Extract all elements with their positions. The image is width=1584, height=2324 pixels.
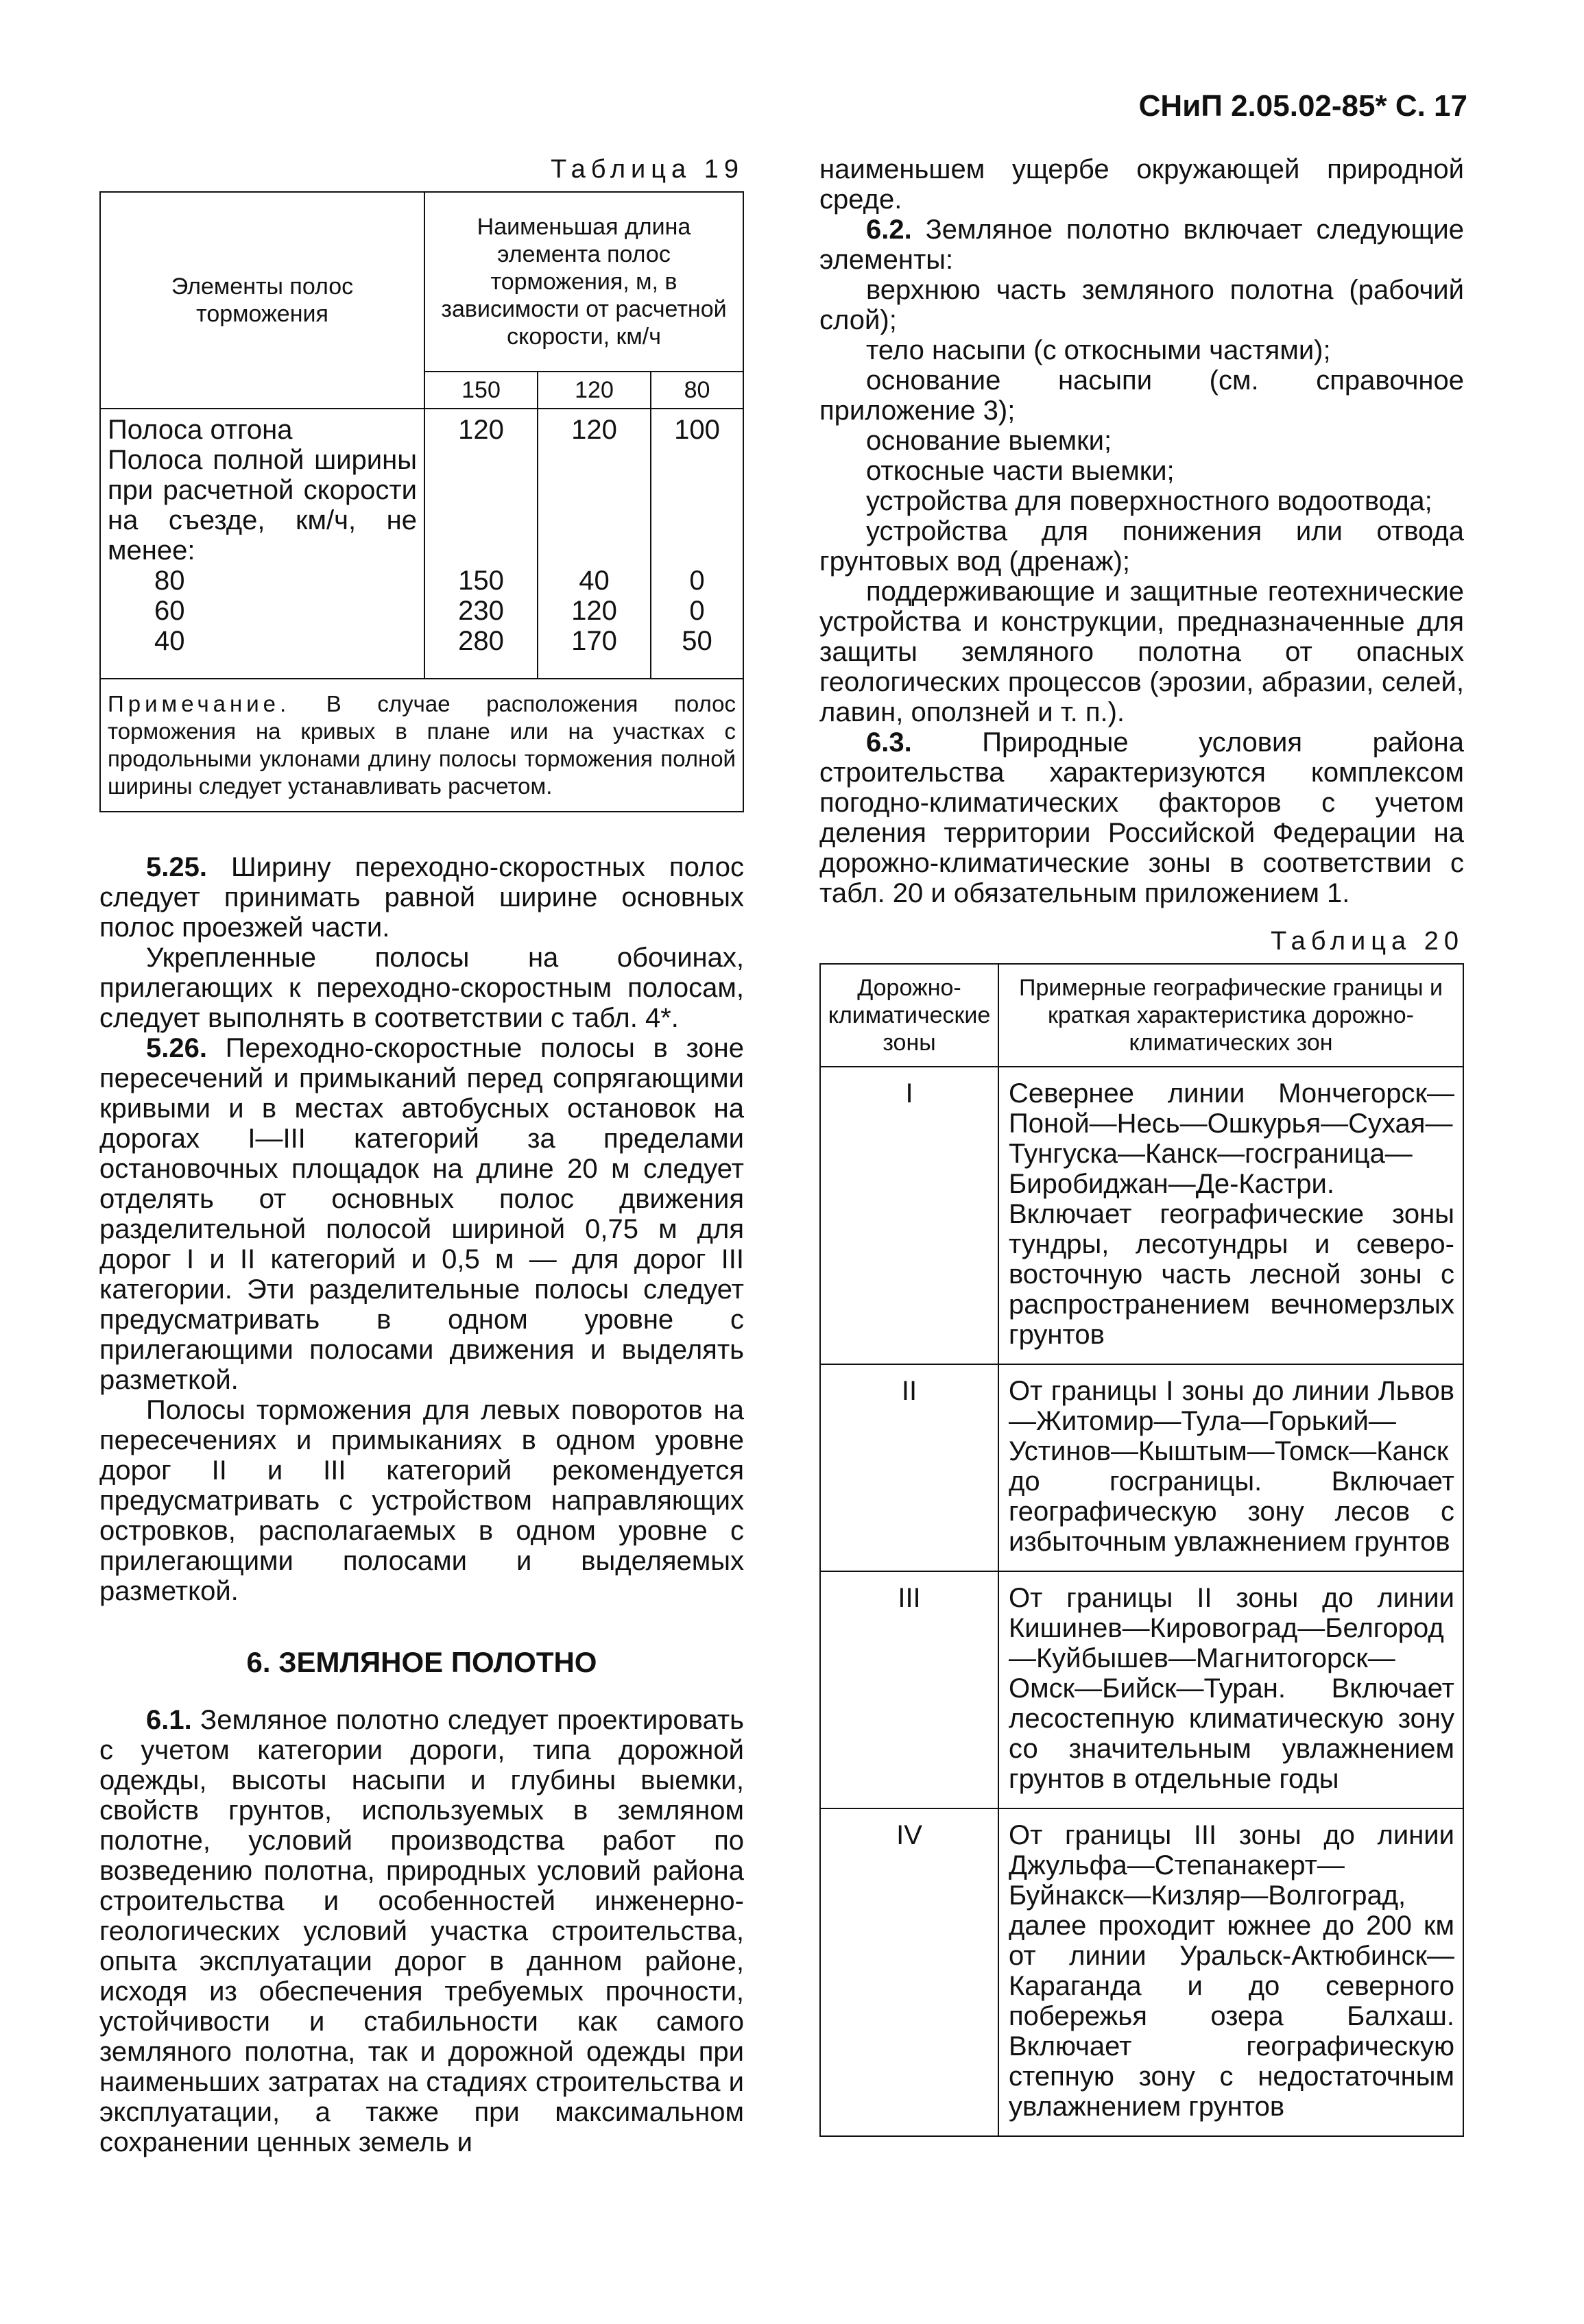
table19-note [100, 679, 743, 812]
zone-cell: II [820, 1364, 998, 1571]
note-prefix: Примечание. [108, 691, 291, 716]
speed-cell: 80 [651, 372, 743, 409]
paragraph-5-25 [99, 852, 744, 943]
zone-cell: I [820, 1067, 998, 1364]
value: 120 [571, 596, 617, 626]
table19-labels [100, 409, 424, 679]
table20-head-right: Примерные географические границы и краткая характеристика дорожно-климатических зон [998, 964, 1463, 1067]
list-item: основание выемки; [866, 426, 1112, 456]
clause-text: Земляное полотно включает следующие элементы: [819, 215, 1464, 275]
paragraph-6-1 [99, 1705, 744, 2157]
speed-cell: 150 [424, 372, 538, 409]
value-column [538, 409, 651, 679]
value: 0 [689, 596, 705, 626]
clause-number: 6.3. [866, 727, 912, 758]
paragraph: наименьшем ущербе окружающей природной среде. [819, 154, 1464, 215]
value: 230 [458, 596, 504, 626]
clause-text: Природные условия района строительства характеризуются комплексом погодно-климатических факторов с учетом деления территории Российской Федерации на дорожно-климатические зоны в соответствии с табл. 20 и обязательным приложением 1. [819, 727, 1464, 908]
clause-text: Ширину переходно-скоростных полос следует принимать равной ширине основных полос проезжей части. [99, 852, 744, 943]
paragraph-6-3 [819, 727, 1464, 908]
list-item: откосные части выемки; [866, 456, 1175, 486]
zone-description: От границы III зоны до линии Джульфа—Степанакерт—Буйнакск—Кизляр—Волгоград, далее проходит южнее до 200 км от линии Уральск-Актюбинск—Караганда и до северного побережья озера Балхаш. Включает географическую степную зону с недостаточным увлажнением грунтов [998, 1808, 1463, 2136]
list-item: поддерживающие и защитные геотехнические устройства и конструкции, предназначенные для защиты земляного полотна от опасных геологических процессов (эрозии, абразии, селей, лавин, оползней и т. п.). [819, 577, 1464, 727]
value: 120 [571, 415, 617, 445]
list-item: устройства для понижения или отвода грунтовых вод (дренаж); [819, 516, 1464, 577]
zone-cell: III [820, 1571, 998, 1808]
paragraph-5-26 [99, 1033, 744, 1395]
zone-description: От границы II зоны до линии Кишинев—Кировоград—Белгород—Куйбышев—Магнитогорск—Омск—Бийск—Туран. Включает лесостепную климатическую зону со значительным увлажнением грунтов в отдельные годы [998, 1571, 1463, 1808]
clause-number: 6.1. [146, 1705, 192, 1735]
value: 280 [458, 626, 504, 656]
clause-number: 6.2. [866, 215, 912, 245]
table19-head-left: Элементы полос торможения [100, 192, 424, 409]
clause-text: Переходно-скоростные полосы в зоне пересечений и примыканий перед сопрягающими кривыми и в местах автобусных остановок на дорогах I—III категорий за пределами остановочных площадок на длине 20 м следует отделять от основных полос движения разделительной полосой шириной 0,75 м для дорог I и II категорий и 0,5 м — для дорог III категории. Эти разделительные полосы следует предусматривать в одном уровне с прилегающими полосами движения и выделять разметкой. [99, 1033, 744, 1395]
value-column [651, 409, 743, 679]
sub-row-label: 40 [154, 626, 185, 656]
list-item: тело насыпи (с откосными частями); [866, 335, 1331, 365]
zone-cell: IV [820, 1808, 998, 2136]
speed-cell: 120 [538, 372, 651, 409]
right-column [819, 154, 1464, 2137]
table20-head-left: Дорожно-климатические зоны [820, 964, 998, 1067]
table19-caption: Таблица 19 [551, 155, 744, 184]
section-title: 6. ЗЕМЛЯНОЕ ПОЛОТНО [246, 1646, 597, 1678]
clause-text: Земляное полотно следует проектировать с учетом категории дороги, типа дорожной одежды, высоты насыпи и глубины выемки, свойств грунтов, используемых в земляном полотне, условий производства работ по возведению полотна, природных условий района строительства и особенностей инженерно-геологических условий участка строительства, опыта эксплуатации дорог в данном районе, исходя из обеспечения требуемых прочности, устойчивости и стабильности как самого земляного полотна, так и дорожной одежды при наименьших затратах на стадиях строительства и эксплуатации, а также при максимальном сохранении ценных земель и [99, 1705, 744, 2157]
sub-row-label: 80 [154, 566, 185, 596]
value: 0 [689, 566, 705, 596]
clause-number: 5.25. [146, 852, 207, 882]
row-label: Полоса полной ширины при расчетной скорости на съезде, км/ч, не менее: [108, 445, 417, 566]
list-item: устройства для поверхностного водоотвода; [866, 486, 1432, 516]
table20 [819, 963, 1464, 2137]
paragraph-6-2 [819, 215, 1464, 275]
value: 50 [682, 626, 712, 656]
list-item: верхнюю часть земляного полотна (рабочий слой); [819, 275, 1464, 335]
list-item: основание насыпи (см. справочное приложение 3); [819, 365, 1464, 426]
table20-caption: Таблица 20 [1271, 927, 1464, 956]
note-text: В случае расположения полос торможения на кривых в плане или на участках с продольными уклонами длину полосы торможения полной ширины следует устанавливать расчетом. [108, 691, 736, 799]
zone-description: Севернее линии Мончегорск—Поной—Несь—Ошкурья—Сухая—Тунгуска—Канск—госграница—Биробиджан—Де-Кастри. Включает географические зоны тундры, лесотундры и северо-восточную часть лесной зоны с распространением вечномерзлых грунтов [998, 1067, 1463, 1364]
row-label: Полоса отгона [108, 415, 293, 445]
zone-description: От границы I зоны до линии Львов—Житомир—Тула—Горький—Устинов—Кыштым—Томск—Канск до госграницы. Включает географическую зону лесов с избыточным увлажнением грунтов [998, 1364, 1463, 1571]
table19-head-right: Наименьшая длина элемента полос торможения, м, в зависимости от расчетной скорости, км/ч [424, 192, 743, 372]
left-column [99, 154, 744, 2157]
value: 40 [579, 566, 610, 596]
clause-number: 5.26. [146, 1033, 207, 1063]
table19 [99, 191, 744, 812]
value-column [424, 409, 538, 679]
paragraph: Полосы торможения для левых поворотов на пересечениях и примыканиях в одном уровне дорог II и III категорий рекомендуется предусматривать с устройством направляющих островков, располагаемых в одном уровне с прилегающими полосами и выделяемых разметкой. [99, 1395, 744, 1606]
value: 170 [571, 626, 617, 656]
paragraph: Укрепленные полосы на обочинах, прилегающих к переходно-скоростным полосам, следует выполнять в соответствии с табл. 4*. [99, 943, 744, 1033]
value: 120 [458, 415, 504, 445]
sub-row-label: 60 [154, 596, 185, 626]
page-header: СНиП 2.05.02-85* С. 17 [1138, 89, 1467, 123]
value: 100 [674, 415, 720, 445]
value: 150 [458, 566, 504, 596]
